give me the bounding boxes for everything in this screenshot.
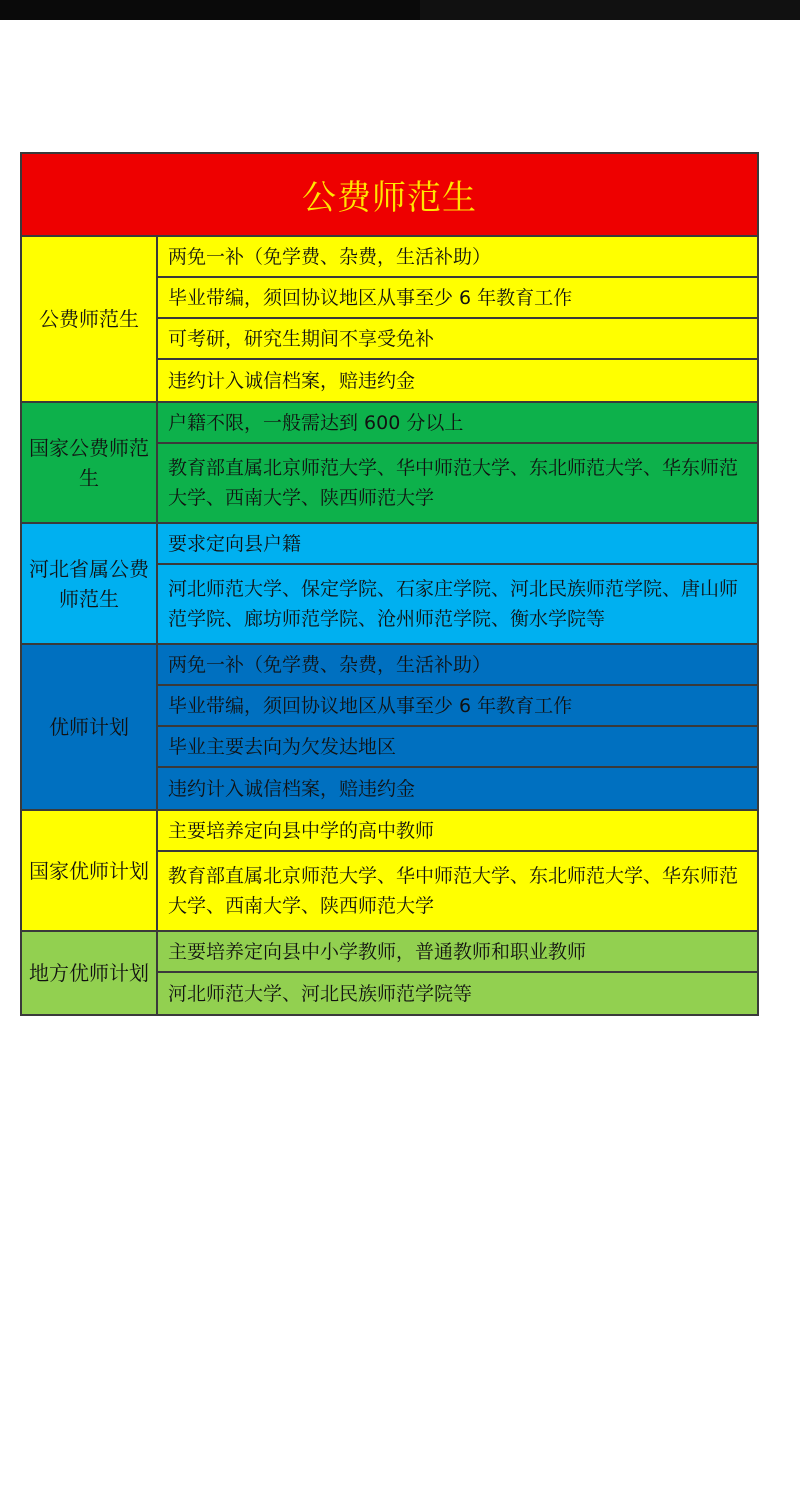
- section-excellent-teacher-plan: [22, 645, 757, 811]
- comparison-table: [20, 152, 759, 1016]
- section-label: 国家优师计划: [22, 811, 158, 930]
- table-row: 毕业主要去向为欠发达地区: [158, 727, 757, 768]
- table-row: 河北师范大学、河北民族师范学院等: [168, 982, 473, 1005]
- table-row: 毕业带编，须回协议地区从事至少 6 年教育工作: [158, 686, 757, 727]
- table-row: 违约计入诚信档案，赔违约金: [168, 777, 416, 800]
- table-row: 两免一补（免学费、杂费，生活补助）: [158, 237, 757, 278]
- table-row: 可考研，研究生期间不享受免补: [158, 319, 757, 360]
- table-row: 主要培养定向县中小学教师，普通教师和职业教师: [158, 932, 757, 973]
- section-label: 公费师范生: [22, 237, 158, 401]
- table-row: 要求定向县户籍: [158, 524, 757, 565]
- section-national-excellent-teacher-plan: [22, 811, 757, 932]
- table-row: 主要培养定向县中学的高中教师: [158, 811, 757, 852]
- section-label: 河北省属公费师范生: [22, 524, 158, 643]
- top-status-bar: [0, 0, 800, 20]
- table-row: 两免一补（免学费、杂费，生活补助）: [158, 645, 757, 686]
- top-bar-fade: [420, 0, 800, 20]
- table-title: 公费师范生: [22, 154, 757, 237]
- table-row: 毕业带编，须回协议地区从事至少 6 年教育工作: [158, 278, 757, 319]
- section-hebei-public-funded: [22, 524, 757, 645]
- section-rows: [158, 237, 757, 401]
- section-label: 地方优师计划: [22, 932, 158, 1014]
- table-row: 教育部直属北京师范大学、华中师范大学、东北师范大学、华东师范大学、西南大学、陕西师范大学: [168, 457, 739, 509]
- section-rows: [158, 932, 757, 1014]
- section-rows: [158, 811, 757, 930]
- section-local-excellent-teacher-plan: [22, 932, 757, 1014]
- table-row: 河北师范大学、保定学院、石家庄学院、河北民族师范学院、唐山师范学院、廊坊师范学院、沧州师范学院、衡水学院等: [168, 578, 739, 630]
- section-rows: [158, 524, 757, 643]
- section-national-public-funded: [22, 403, 757, 524]
- section-label: 国家公费师范生: [22, 403, 158, 522]
- section-rows: [158, 645, 757, 809]
- section-label: 优师计划: [22, 645, 158, 809]
- table-row: 教育部直属北京师范大学、华中师范大学、东北师范大学、华东师范大学、西南大学、陕西师范大学: [168, 865, 739, 917]
- section-public-funded: [22, 237, 757, 403]
- section-rows: [158, 403, 757, 522]
- table-row: 户籍不限，一般需达到 600 分以上: [158, 403, 757, 444]
- table-row: 违约计入诚信档案，赔违约金: [168, 369, 416, 392]
